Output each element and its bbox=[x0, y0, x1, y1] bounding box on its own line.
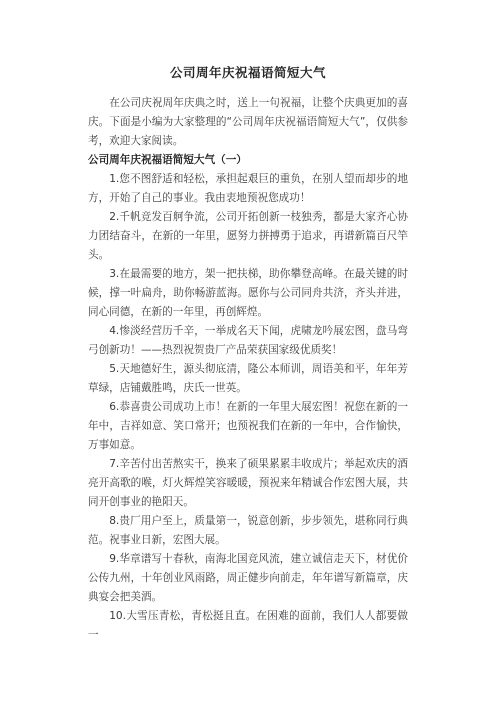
intro-paragraph: 在公司庆祝周年庆典之时，送上一句祝福，让整个庆典更加的喜庆。下面是小编为大家整理的“公司周年庆祝福语简短大气”，仅供参考，欢迎大家阅读。 bbox=[88, 97, 408, 147]
article-body bbox=[88, 94, 408, 645]
list-item: 9.华章谱写十春秋，南海北国竞风流，建立诚信走天下，材优价公传九州，十年创业风雨路，周正健步向前走，年年谱写新篇章，庆典宴会把美酒。 bbox=[88, 553, 408, 603]
list-item: 1.您不图舒适和轻松，承担起艰巨的重负，在别人望而却步的地方，开始了自己的事业。我由衷地预祝您成功！ bbox=[88, 173, 408, 204]
list-item: 8.贵厂用户至上，质量第一，锐意创新，步步领先，堪称同行典范。祝事业日新，宏图大展。 bbox=[88, 515, 408, 546]
list-item: 2.千帆竞发百舸争流，公司开拓创新一枝独秀，都是大家齐心协力团结奋斗，在新的一年里，愿努力拼搏勇于追求，再谱新篇百尺竿头。 bbox=[88, 211, 408, 261]
list-item: 6.恭喜贵公司成功上市！在新的一年里大展宏图！祝您在新的一年中，吉祥如意、笑口常开；也预祝我们在新的一年中，合作愉快，万事如意。 bbox=[88, 401, 408, 451]
page-title: 公司周年庆祝福语简短大气 bbox=[169, 65, 326, 80]
list-item: 7.辛苦付出苦熬实干，换来了硕果累累丰收成片；举起欢庆的酒亮开高歌的喉，灯火辉煌笑容暖暖，预祝来年精诚合作宏图大展，共同开创事业的艳阳天。 bbox=[88, 458, 408, 508]
section-heading: 公司周年庆祝福语简短大气（一） bbox=[88, 154, 247, 166]
list-item: 5.天地德好生，源头彻底清，隆公本师训，周语美和平，年年芳草绿，店铺戴胜鸣，庆氏一世英。 bbox=[88, 363, 408, 394]
list-item: 4.惨淡经营历千辛，一举成名天下闻，虎啸龙吟展宏图，盘马弯弓创新功！——热烈祝贺贵厂产品荣获国家级优质奖！ bbox=[88, 325, 408, 356]
list-item: 10.大雪压青松，青松挺且直。在困难的面前，我们人人都要做一 bbox=[88, 610, 408, 641]
list-item: 3.在最需要的地方，架一把扶梯，助你攀登高峰。在最关键的时候，撑一叶扁舟，助你畅游蓝海。愿你与公司同舟共济，齐头并进，同心同德，在新的一年里，再创辉煌。 bbox=[88, 268, 408, 318]
